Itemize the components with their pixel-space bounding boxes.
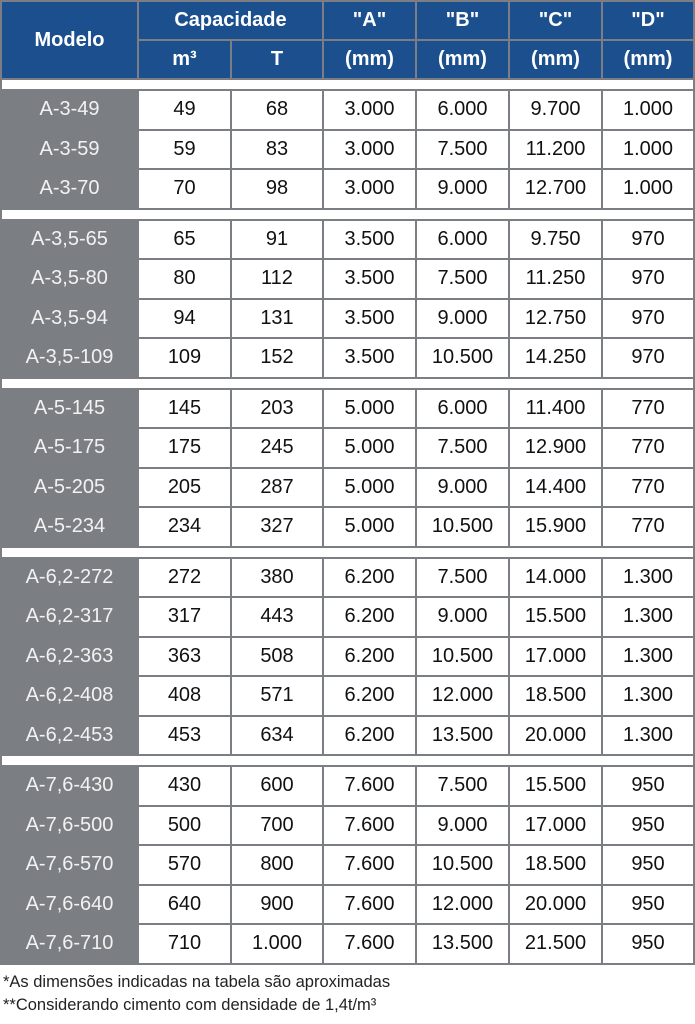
cell-t: 68 bbox=[232, 91, 322, 129]
cell-m3: 205 bbox=[139, 469, 230, 507]
table-body bbox=[2, 80, 693, 963]
cell-b: 7.500 bbox=[417, 429, 508, 467]
cell-m3: 49 bbox=[139, 91, 230, 129]
cell-c: 11.250 bbox=[510, 260, 601, 298]
cell-m3: 570 bbox=[139, 846, 230, 884]
cell-m3: 500 bbox=[139, 807, 230, 845]
cell-m3: 272 bbox=[139, 559, 230, 597]
cell-t: 203 bbox=[232, 390, 322, 428]
cell-b: 7.500 bbox=[417, 260, 508, 298]
cell-m3: 94 bbox=[139, 300, 230, 338]
cell-b: 10.500 bbox=[417, 846, 508, 884]
cell-a: 6.200 bbox=[324, 559, 415, 597]
cell-b: 9.000 bbox=[417, 807, 508, 845]
cell-m3: 408 bbox=[139, 677, 230, 715]
cell-a: 6.200 bbox=[324, 717, 415, 755]
cell-t: 900 bbox=[232, 886, 322, 924]
cell-modelo: A-3-49 bbox=[2, 91, 137, 131]
cell-m3: 430 bbox=[139, 767, 230, 805]
cell-modelo: A-6,2-363 bbox=[2, 638, 137, 678]
cell-c: 9.700 bbox=[510, 91, 601, 129]
cell-b: 9.000 bbox=[417, 598, 508, 636]
header-d: "D" bbox=[603, 2, 693, 39]
cell-t: 380 bbox=[232, 559, 322, 597]
model-group bbox=[2, 767, 693, 963]
cell-b: 13.500 bbox=[417, 925, 508, 963]
cell-c: 9.750 bbox=[510, 221, 601, 259]
cell-c: 17.000 bbox=[510, 807, 601, 845]
cell-modelo: A-7,6-570 bbox=[2, 846, 137, 886]
cell-m3: 65 bbox=[139, 221, 230, 259]
cell-a: 3.000 bbox=[324, 91, 415, 129]
cell-d: 770 bbox=[603, 429, 693, 467]
cell-b: 6.000 bbox=[417, 221, 508, 259]
cell-a: 3.500 bbox=[324, 260, 415, 298]
cell-a: 6.200 bbox=[324, 677, 415, 715]
cell-modelo: A-6,2-317 bbox=[2, 598, 137, 638]
cell-b: 9.000 bbox=[417, 170, 508, 208]
cell-d: 1.300 bbox=[603, 559, 693, 597]
cell-d: 950 bbox=[603, 767, 693, 805]
cell-b: 12.000 bbox=[417, 677, 508, 715]
cell-a: 6.200 bbox=[324, 598, 415, 636]
header-b-unit: (mm) bbox=[417, 41, 508, 78]
cell-t: 287 bbox=[232, 469, 322, 507]
cell-c: 14.400 bbox=[510, 469, 601, 507]
cell-c: 11.400 bbox=[510, 390, 601, 428]
cell-modelo: A-5-205 bbox=[2, 469, 137, 509]
cell-a: 7.600 bbox=[324, 767, 415, 805]
cell-c: 15.500 bbox=[510, 767, 601, 805]
cell-a: 7.600 bbox=[324, 886, 415, 924]
cell-modelo: A-6,2-272 bbox=[2, 559, 137, 599]
cell-t: 112 bbox=[232, 260, 322, 298]
cell-t: 98 bbox=[232, 170, 322, 208]
cell-d: 770 bbox=[603, 469, 693, 507]
cell-t: 245 bbox=[232, 429, 322, 467]
cell-a: 3.500 bbox=[324, 221, 415, 259]
cell-b: 7.500 bbox=[417, 131, 508, 169]
cell-modelo: A-7,6-640 bbox=[2, 886, 137, 926]
header-d-unit: (mm) bbox=[603, 41, 693, 78]
cell-c: 12.700 bbox=[510, 170, 601, 208]
cell-m3: 70 bbox=[139, 170, 230, 208]
cell-c: 18.500 bbox=[510, 677, 601, 715]
cell-c: 17.000 bbox=[510, 638, 601, 676]
cell-modelo: A-6,2-408 bbox=[2, 677, 137, 717]
cell-b: 12.000 bbox=[417, 886, 508, 924]
cell-b: 6.000 bbox=[417, 91, 508, 129]
cell-a: 3.000 bbox=[324, 131, 415, 169]
cell-c: 21.500 bbox=[510, 925, 601, 963]
cell-modelo: A-5-175 bbox=[2, 429, 137, 469]
group-separator bbox=[2, 80, 693, 89]
header-c-unit: (mm) bbox=[510, 41, 601, 78]
model-group bbox=[2, 91, 693, 208]
group-separator bbox=[2, 210, 693, 219]
cell-b: 7.500 bbox=[417, 767, 508, 805]
cell-b: 6.000 bbox=[417, 390, 508, 428]
cell-modelo: A-3,5-109 bbox=[2, 339, 137, 379]
cell-a: 3.000 bbox=[324, 170, 415, 208]
cell-m3: 453 bbox=[139, 717, 230, 755]
cell-a: 7.600 bbox=[324, 807, 415, 845]
cell-modelo: A-7,6-710 bbox=[2, 925, 137, 965]
cell-m3: 640 bbox=[139, 886, 230, 924]
cell-d: 770 bbox=[603, 390, 693, 428]
cell-modelo: A-3,5-65 bbox=[2, 221, 137, 261]
cell-d: 950 bbox=[603, 807, 693, 845]
cell-m3: 317 bbox=[139, 598, 230, 636]
cell-b: 10.500 bbox=[417, 339, 508, 377]
cell-c: 20.000 bbox=[510, 886, 601, 924]
model-group bbox=[2, 390, 693, 546]
cell-d: 950 bbox=[603, 846, 693, 884]
cell-t: 83 bbox=[232, 131, 322, 169]
table-header bbox=[2, 2, 693, 78]
header-m3: m³ bbox=[139, 41, 230, 78]
cell-d: 970 bbox=[603, 300, 693, 338]
cell-d: 1.000 bbox=[603, 131, 693, 169]
footnotes bbox=[0, 965, 695, 1017]
cell-d: 970 bbox=[603, 260, 693, 298]
model-group bbox=[2, 221, 693, 377]
cell-d: 1.300 bbox=[603, 677, 693, 715]
cell-modelo: A-3-59 bbox=[2, 131, 137, 171]
cell-d: 970 bbox=[603, 221, 693, 259]
cell-a: 3.500 bbox=[324, 300, 415, 338]
cell-t: 634 bbox=[232, 717, 322, 755]
cell-d: 1.300 bbox=[603, 598, 693, 636]
cell-d: 970 bbox=[603, 339, 693, 377]
cell-m3: 145 bbox=[139, 390, 230, 428]
cell-d: 950 bbox=[603, 886, 693, 924]
cell-m3: 710 bbox=[139, 925, 230, 963]
cell-m3: 59 bbox=[139, 131, 230, 169]
model-group bbox=[2, 559, 693, 755]
cell-m3: 175 bbox=[139, 429, 230, 467]
cell-d: 1.000 bbox=[603, 170, 693, 208]
header-a: "A" bbox=[324, 2, 415, 39]
cell-c: 15.500 bbox=[510, 598, 601, 636]
cell-m3: 80 bbox=[139, 260, 230, 298]
cell-b: 7.500 bbox=[417, 559, 508, 597]
cell-c: 14.000 bbox=[510, 559, 601, 597]
cell-c: 12.750 bbox=[510, 300, 601, 338]
group-separator bbox=[2, 548, 693, 557]
group-separator bbox=[2, 756, 693, 765]
cell-a: 3.500 bbox=[324, 339, 415, 377]
cell-d: 770 bbox=[603, 508, 693, 546]
cell-a: 5.000 bbox=[324, 429, 415, 467]
cell-c: 14.250 bbox=[510, 339, 601, 377]
cell-a: 7.600 bbox=[324, 846, 415, 884]
cell-c: 18.500 bbox=[510, 846, 601, 884]
footnote-2: **Considerando cimento com densidade de 1,4t/m³ bbox=[3, 995, 377, 1014]
cell-modelo: A-3-70 bbox=[2, 170, 137, 210]
cell-b: 9.000 bbox=[417, 469, 508, 507]
cell-modelo: A-7,6-430 bbox=[2, 767, 137, 807]
cell-modelo: A-3,5-94 bbox=[2, 300, 137, 340]
cell-t: 327 bbox=[232, 508, 322, 546]
cell-t: 508 bbox=[232, 638, 322, 676]
cell-m3: 363 bbox=[139, 638, 230, 676]
cell-c: 12.900 bbox=[510, 429, 601, 467]
cell-a: 6.200 bbox=[324, 638, 415, 676]
cell-t: 131 bbox=[232, 300, 322, 338]
cell-modelo: A-5-234 bbox=[2, 508, 137, 548]
cell-m3: 109 bbox=[139, 339, 230, 377]
cell-modelo: A-7,6-500 bbox=[2, 807, 137, 847]
cell-d: 1.300 bbox=[603, 638, 693, 676]
footnote-1: *As dimensões indicadas na tabela são aproximadas bbox=[3, 972, 391, 991]
cell-a: 7.600 bbox=[324, 925, 415, 963]
group-separator bbox=[2, 379, 693, 388]
cell-t: 571 bbox=[232, 677, 322, 715]
cell-modelo: A-6,2-453 bbox=[2, 717, 137, 757]
cell-t: 1.000 bbox=[232, 925, 322, 963]
cell-a: 5.000 bbox=[324, 390, 415, 428]
cell-d: 1.000 bbox=[603, 91, 693, 129]
header-b: "B" bbox=[417, 2, 508, 39]
cell-b: 10.500 bbox=[417, 508, 508, 546]
cell-c: 20.000 bbox=[510, 717, 601, 755]
cell-t: 600 bbox=[232, 767, 322, 805]
cell-c: 15.900 bbox=[510, 508, 601, 546]
cell-b: 13.500 bbox=[417, 717, 508, 755]
cell-a: 5.000 bbox=[324, 469, 415, 507]
cell-t: 700 bbox=[232, 807, 322, 845]
cell-modelo: A-3,5-80 bbox=[2, 260, 137, 300]
header-capacidade: Capacidade bbox=[139, 2, 322, 39]
header-a-unit: (mm) bbox=[324, 41, 415, 78]
header-c: "C" bbox=[510, 2, 601, 39]
header-modelo: Modelo bbox=[2, 2, 137, 78]
cell-b: 10.500 bbox=[417, 638, 508, 676]
cell-b: 9.000 bbox=[417, 300, 508, 338]
header-t: T bbox=[232, 41, 322, 78]
cell-t: 443 bbox=[232, 598, 322, 636]
cell-a: 5.000 bbox=[324, 508, 415, 546]
cell-modelo: A-5-145 bbox=[2, 390, 137, 430]
cell-t: 152 bbox=[232, 339, 322, 377]
cell-d: 950 bbox=[603, 925, 693, 963]
cell-d: 1.300 bbox=[603, 717, 693, 755]
cell-t: 91 bbox=[232, 221, 322, 259]
cell-m3: 234 bbox=[139, 508, 230, 546]
cell-t: 800 bbox=[232, 846, 322, 884]
cell-c: 11.200 bbox=[510, 131, 601, 169]
